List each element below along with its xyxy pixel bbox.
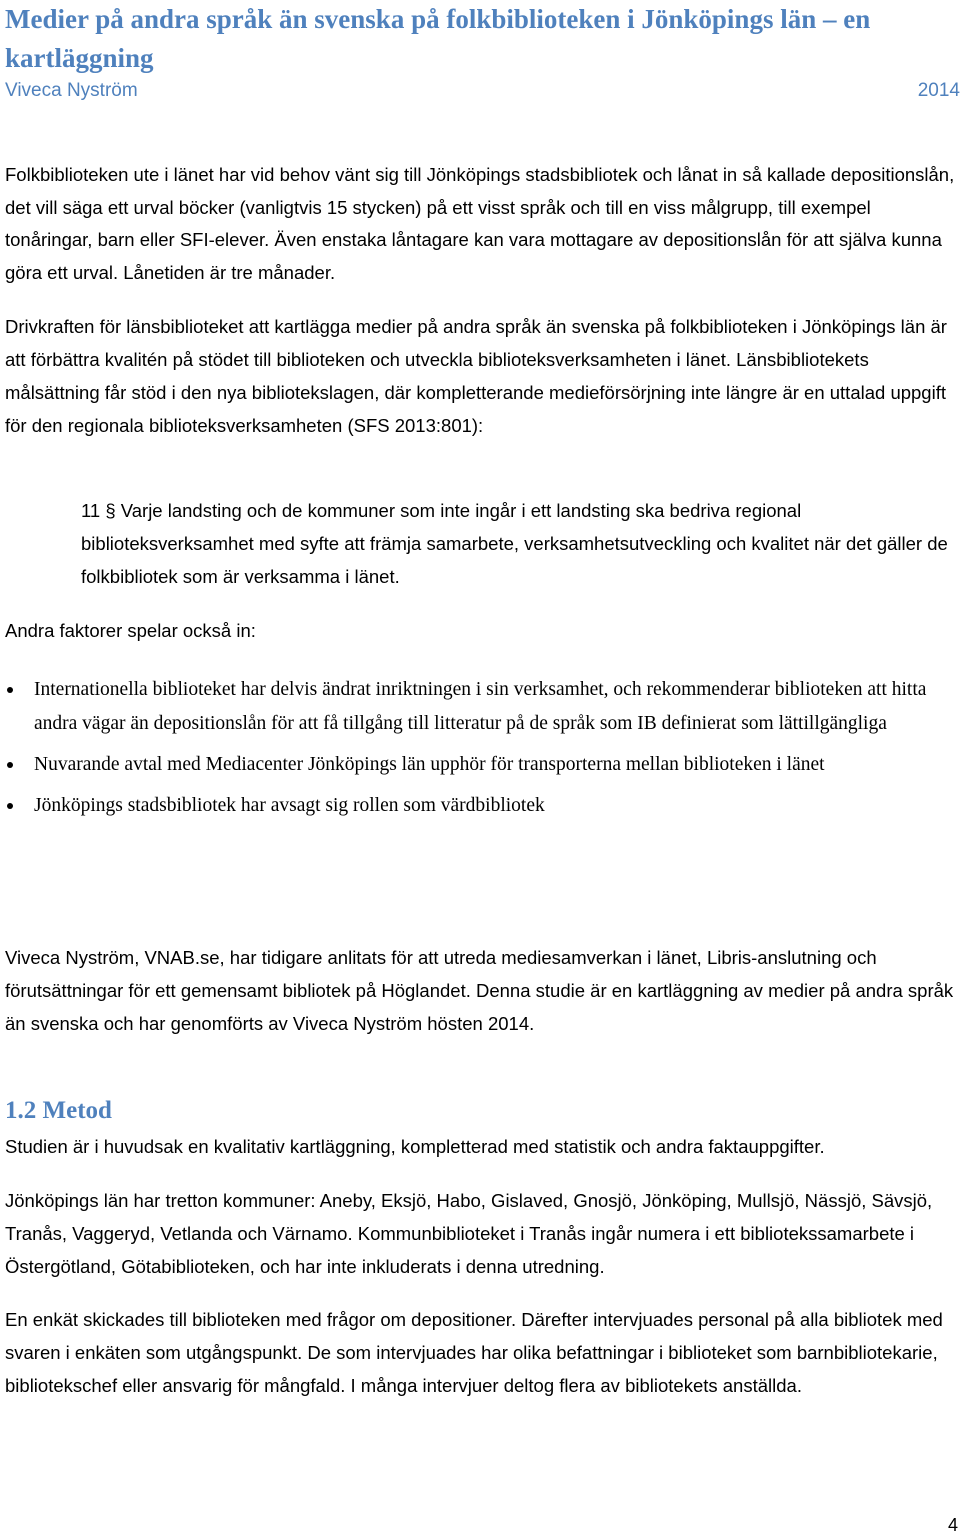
paragraph-drivkraften: Drivkraften för länsbiblioteket att kartlägga medier på andra språk än svenska på folkbiblioteken i Jönköpings län är att förbättra kvalitén på stödet till biblioteken och utveckla biblioteksverksamheten i länet. Länsbibliotekets målsättning får stöd i den nya bibliotekslagen, där kompletterande medieförsörjning inte längre är en uttalad uppgift för den regionala biblioteksverksamheten (SFS 2013:801): xyxy=(5,316,947,436)
list-item xyxy=(0,789,960,823)
section-heading-metod: 1.2 Metod xyxy=(5,1097,112,1124)
header-author: Viveca Nyström xyxy=(5,80,138,101)
paragraph-depositionslan: Folkbiblioteken ute i länet har vid behov vänt sig till Jönköpings stadsbibliotek och lånat in så kallade depositionslån, det vill säga ett urval böcker (vanligtvis 15 stycken) på ett visst språk och till en viss målgrupp, till exempel tonåringar, barn eller SFI-elever. Även enstaka låntagare kan vara mottagare av depositionslån för att själva kunna göra ett urval. Lånetiden är tre månader. xyxy=(5,164,955,284)
bullet-icon xyxy=(7,762,13,768)
law-quote: 11 § Varje landsting och de kommuner som inte ingår i ett landsting ska bedriva regional biblioteksverksamhet med syfte att främja samarbete, verksamhetsutveckling och kvalitet när det gäller de folkbibliotek som är verksamma i länet. xyxy=(81,500,948,587)
page-number: 4 xyxy=(947,1515,958,1535)
factor-list xyxy=(0,673,960,830)
paragraph-kommuner: Jönköpings län har tretton kommuner: Aneby, Eksjö, Habo, Gislaved, Gnosjö, Jönköping, Mullsjö, Nässjö, Sävsjö, Tranås, Vaggeryd, Vetlanda och Värnamo. Kommunbiblioteket i Tranås ingår numera i ett bibliotekssamarbete i Östergötland, Götabiblioteken, och har inte inkluderats i denna utredning. xyxy=(5,1190,933,1277)
bullet-icon xyxy=(7,803,13,809)
document-title: Medier på andra språk än svenska på folkbiblioteken i Jönköpings län – en kartläggning xyxy=(5,4,871,73)
bullet-icon xyxy=(7,687,13,693)
paragraph-andra-faktorer: Andra faktorer spelar också in: xyxy=(5,620,256,641)
list-item-text: Jönköpings stadsbibliotek har avsagt sig rollen som värdbibliotek xyxy=(34,795,545,816)
list-item xyxy=(0,673,960,741)
list-item xyxy=(0,748,960,782)
paragraph-studien: Studien är i huvudsak en kvalitativ kartläggning, kompletterad med statistik och andra faktauppgifter. xyxy=(5,1136,825,1157)
header-meta xyxy=(5,78,960,104)
paragraph-enkat: En enkät skickades till biblioteken med frågor om depositioner. Därefter intervjuades personal på alla bibliotek med svaren i enkäten som utgångspunkt. De som intervjuades har olika befattningar i biblioteket som barnbibliotekarie, bibliotekschef eller ansvarig för mångfald. I många intervjuer deltog flera av bibliotekets anställda. xyxy=(5,1309,943,1396)
paragraph-viveca: Viveca Nyström, VNAB.se, har tidigare anlitats för att utreda mediesamverkan i länet, Libris-anslutning och förutsättningar för ett gemensamt bibliotek på Höglandet. Denna studie är en kartläggning av medier på andra språk än svenska och har genomförts av Viveca Nyström hösten 2014. xyxy=(5,947,954,1034)
header-year: 2014 xyxy=(917,80,960,101)
list-item-text: Nuvarande avtal med Mediacenter Jönköpings län upphör för transporterna mellan biblioteken i länet xyxy=(34,754,825,775)
list-item-text: Internationella biblioteket har delvis ändrat inriktningen i sin verksamhet, och rekommenderar biblioteken att hitta andra vägar än depositionslån för att få tillgång till litteratur på de språk som IB definierat som lättillgängliga xyxy=(34,679,927,734)
